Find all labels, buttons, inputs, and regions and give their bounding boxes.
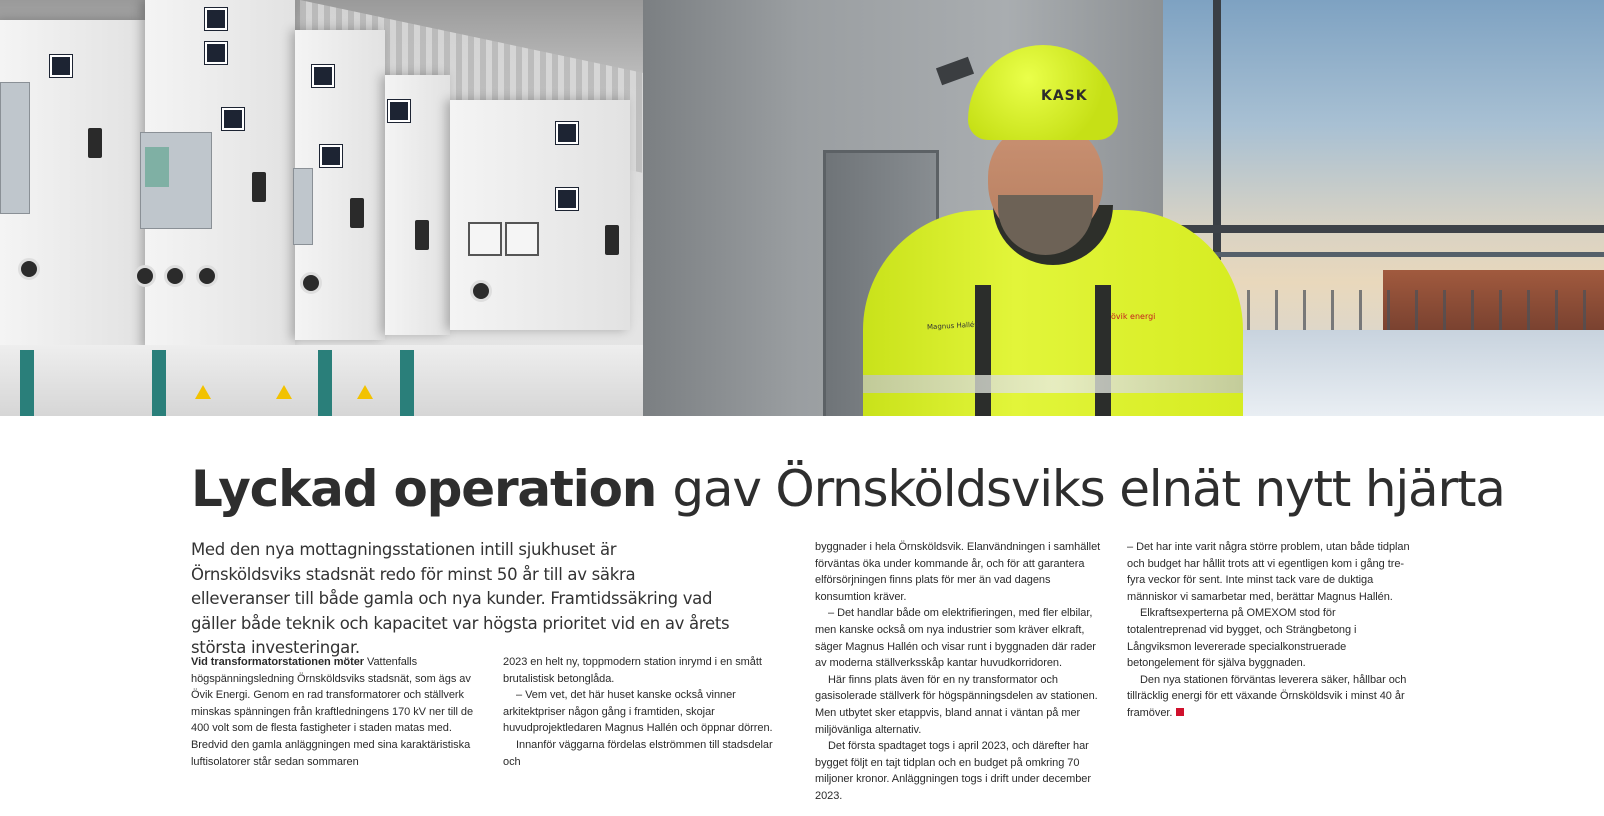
mimic-diagram-icon [205,8,227,30]
portrait-photo [643,0,1604,416]
control-knob [470,280,492,302]
body-paragraph: – Det har inte varit några större problem, utan både tidplan och budget har hållit trots att vi egentligen kom i gång tre-fyra veckor för sent. Inte minst tack vare de duktiga människor vi samarbetar med, berättar Magnus Hallén. [1127,541,1410,603]
relay-display [145,147,169,187]
body-column-4 [1127,539,1417,722]
control-knob [134,265,156,287]
body-paragraph: 2023 en helt ny, toppmodern station inrymd i en smått brutalistisk betonglåda. [503,656,762,685]
control-knob [18,258,40,280]
mimic-diagram-icon [320,145,342,167]
control-knob [300,272,322,294]
warning-sign-icon [276,385,292,399]
article-lead: Med den nya mottagningsstationen intill sjukhuset är Örnsköldsviks stadsnät redo för minst 50 år till av säkra elleveranser till både gamla och nya kunder. Framtidssäkring vad gäller både teknik och kapacitet var högsta prioritet vid en av årets största investeringar. [191,540,730,657]
paragraph-text: Den nya stationen förväntas leverera säker, hållbar och tillräcklig energi för ett växande Örnsköldsvik i minst 40 år framöver. [1127,673,1407,719]
mimic-diagram-icon [205,42,227,64]
reflective-band [863,375,1243,393]
jacket-brand-logo: övik energi [1111,312,1156,321]
jacket-name-tag: Magnus Hallén [926,320,979,332]
paragraph-text: Vattenfalls högspänningsledning Örnsköldsviks stadsnät, som ägs av Övik Energi. Genom en rad transformatorer och ställverk minskas spänningen från kraftledningens 170 kV ner till de 400 volt som de flesta fastigheter i staden matas med. Bredvid den gamla anläggningen med sina karaktäristiska luftisolatorer står sedan sommaren [191,656,474,768]
article-end-mark-icon [1176,708,1184,716]
body-paragraph: Innanför väggarna fördelas elströmmen till stadsdelar och [503,738,773,768]
protection-relay [293,168,313,245]
headline-bold: Lyckad operation [191,460,657,518]
body-paragraph: Här finns plats även för en ny transformator och gasisolerade ställverk för högspänningsdelen av stationen. Men utbytet sker etappvis, bland annat i väntan på mer miljövänliga alternativ. [815,673,1098,736]
mimic-diagram-icon [50,55,72,77]
analog-meter [468,222,502,256]
jacket-stripe [1095,285,1111,416]
cabinet-handle [415,220,429,250]
headline-rest: gav Örnsköldsviks elnät nytt hjärta [672,460,1505,518]
body-column-3 [815,539,1105,805]
body-column-1 [191,654,481,770]
cabinet-handle [605,225,619,255]
mimic-diagram-icon [312,65,334,87]
body-paragraph: byggnader i hela Örnsköldsvik. Elanvändningen i samhället förväntas öka under kommande år, och för att garantera elförsörjningen finns plats för mer än vad dagens konsumtion kräver. [815,541,1101,603]
mimic-diagram-icon [556,122,578,144]
mimic-diagram-icon [556,188,578,210]
mimic-diagram-icon [388,100,410,122]
body-column-2 [503,654,793,770]
teal-panel [152,350,166,416]
mimic-diagram-icon [222,108,244,130]
cabinet-handle [88,128,102,158]
control-knob [164,265,186,287]
analog-meter [505,222,539,256]
body-paragraph: Det första spadtaget togs i april 2023, och därefter har bygget följt en tajt tidplan och en budget på omkring 70 miljoner kronor. Anläggningen togs i drift under december 2023. [815,740,1091,802]
warning-sign-icon [357,385,373,399]
teal-panel [400,350,414,416]
helmet-logo: KASK [1041,88,1088,104]
body-paragraph [1127,672,1417,722]
cabinet-handle [350,198,364,228]
protection-relay [0,82,30,214]
body-paragraph: Elkraftsexperterna på OMEXOM stod för totalentreprenad vid bygget, och Strängbetong i Långviksmon levererade specialkonstruerade betongelement för själva byggnaden. [1127,607,1357,670]
body-paragraph: – Det handlar både om elektrifieringen, med fler elbilar, men kanske också om nya industrier som kräver elkraft, säger Magnus Hallén och visar runt i byggnaden där rader av moderna ställverksskåp kantar huvudkorridoren. [815,607,1096,670]
paragraph-lead-in: Vid transformatorstationen möter [191,656,365,668]
cabinet-handle [252,172,266,202]
body-paragraph: – Vem vet, det här huset kanske också vinner arkitektpriser någon gång i framtiden, skojar huvudprojektledaren Magnus Hallén och öppnar dörren. [503,689,773,735]
warning-sign-icon [195,385,211,399]
switchgear-photo [0,0,643,416]
protection-relay [140,132,212,229]
article-headline [191,458,1505,520]
jacket-stripe [975,285,991,416]
teal-panel [20,350,34,416]
control-knob [196,265,218,287]
teal-panel [318,350,332,416]
body-paragraph [191,654,481,770]
